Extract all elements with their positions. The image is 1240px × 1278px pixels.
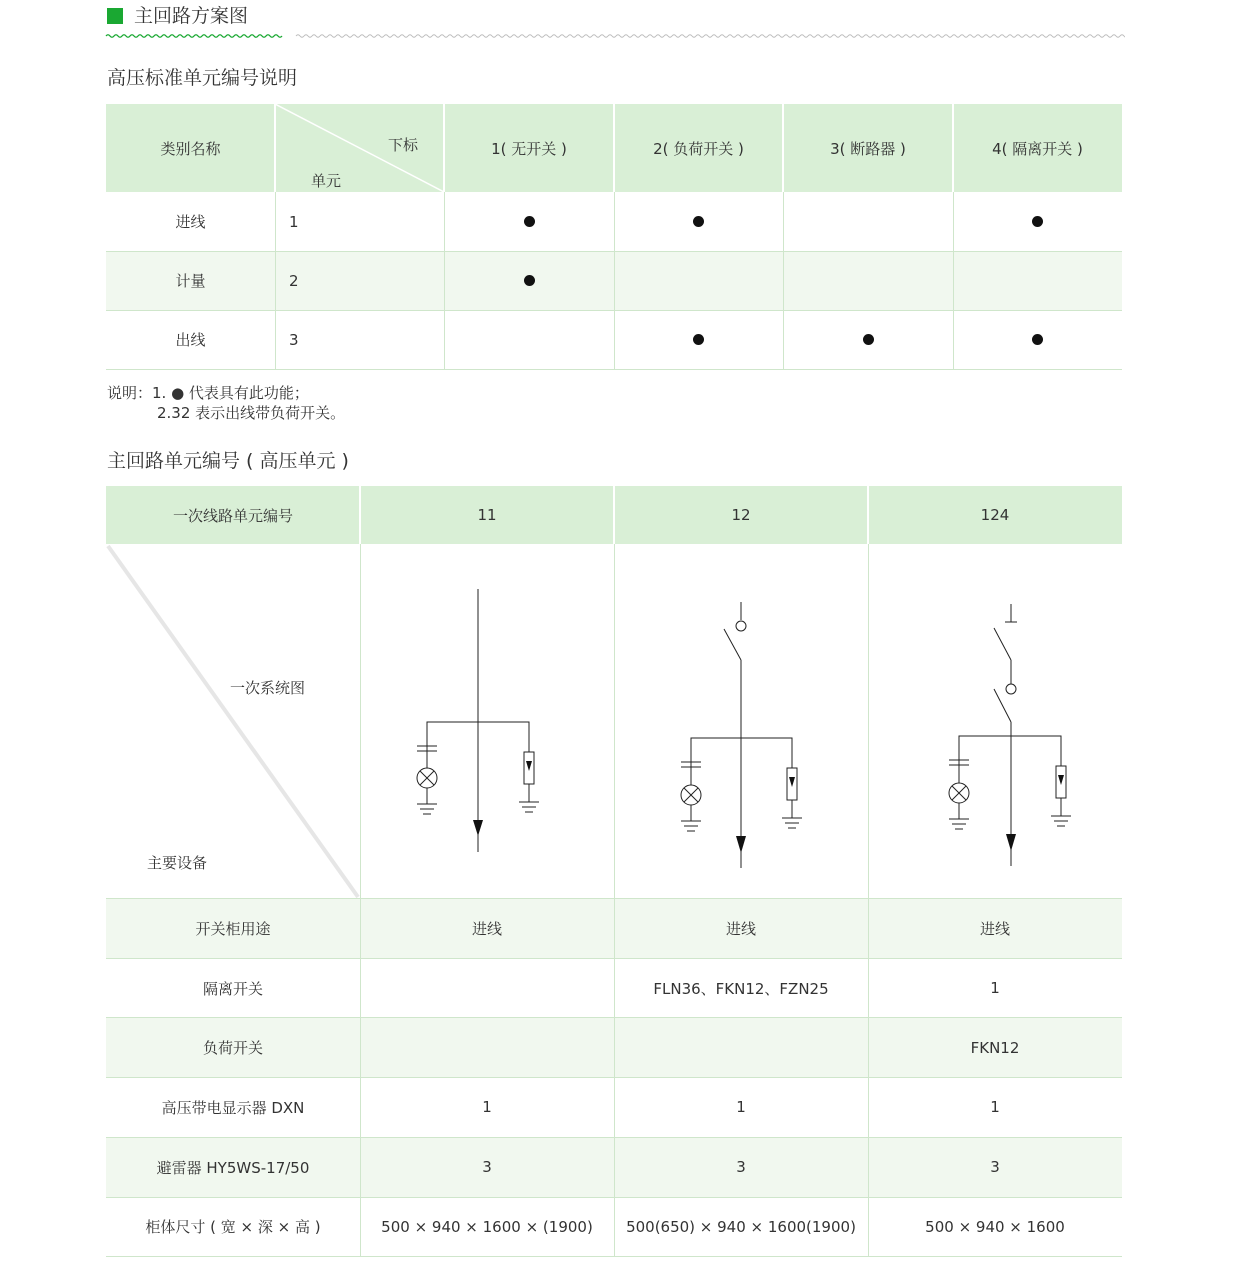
mark-cell xyxy=(444,310,614,369)
header-category: 类别名称 xyxy=(160,139,221,158)
single-line-diagram-12 xyxy=(614,544,868,899)
mark-cell xyxy=(444,251,614,310)
function-dot-icon xyxy=(1032,334,1043,345)
function-dot-icon xyxy=(524,275,535,286)
section-marker-icon xyxy=(107,8,123,24)
spec-row-value: 500 × 940 × 1600 × (1900) xyxy=(381,1217,593,1236)
row-unit-1: 1 xyxy=(289,212,299,231)
spec-row-value: 500(650) × 940 × 1600(1900) xyxy=(626,1217,856,1236)
function-dot-icon xyxy=(863,334,874,345)
mark-cell xyxy=(614,251,783,310)
spec-row-value: 进线 xyxy=(979,920,1010,938)
spec-row-value: 1 xyxy=(482,1098,492,1116)
header-col-4: 4( 隔离开关 ) xyxy=(992,139,1083,158)
table2-title: 主回路单元编号 ( 高压单元 ) xyxy=(107,450,349,472)
header-col-3: 3( 断路器 ) xyxy=(830,139,906,158)
spec-row-value: 3 xyxy=(482,1158,492,1176)
diagram-label-bottom: 主要设备 xyxy=(147,854,208,872)
single-line-diagram-11 xyxy=(360,544,614,899)
row-name-metering: 计量 xyxy=(175,272,206,290)
spec-row-value xyxy=(360,1018,614,1077)
row-name-outgoing: 出线 xyxy=(175,331,206,349)
mark-cell xyxy=(783,310,953,369)
mark-cell xyxy=(614,192,783,251)
wavy-divider xyxy=(105,31,1125,41)
spec-row-value: 1 xyxy=(736,1098,746,1116)
header-diag-top: 下标 xyxy=(388,136,419,154)
header-unit-11: 11 xyxy=(477,506,497,524)
single-line-diagram-124 xyxy=(868,544,1122,899)
spec-row-value: 3 xyxy=(736,1158,746,1176)
spec-row-value: 1 xyxy=(990,979,1000,997)
note-line-1: 说明：1. ● 代表具有此功能； xyxy=(107,384,309,402)
header-col-1: 1( 无开关 ) xyxy=(491,139,567,158)
spec-row-label: 开关柜用途 xyxy=(195,920,271,938)
mark-cell xyxy=(444,192,614,251)
row-name-incoming: 进线 xyxy=(175,213,206,231)
spec-row-label: 负荷开关 xyxy=(202,1039,263,1057)
header-unit-label: 一次线路单元编号 xyxy=(172,506,293,525)
spec-row-value: 3 xyxy=(990,1158,1000,1176)
header-unit-12: 12 xyxy=(731,506,751,524)
table1-title: 高压标准单元编号说明 xyxy=(107,67,298,89)
header-col-2: 2( 负荷开关 ) xyxy=(653,139,744,158)
function-dot-icon xyxy=(693,334,704,345)
spec-row-label: 高压带电显示器 DXN xyxy=(161,1098,305,1117)
header-unit-124: 124 xyxy=(980,506,1010,524)
spec-row-value xyxy=(360,958,614,1018)
function-dot-icon xyxy=(1032,216,1043,227)
spec-row-label: 隔离开关 xyxy=(202,979,263,998)
note-line-2: 2.32 表示出线带负荷开关。 xyxy=(157,404,346,422)
section-title: 主回路方案图 xyxy=(134,5,249,27)
function-dot-icon xyxy=(524,216,535,227)
header-diagonal-line xyxy=(275,104,444,192)
spec-row-value: FKN12 xyxy=(970,1038,1020,1057)
mark-cell xyxy=(614,310,783,369)
spec-row-value: FLN36、FKN12、FZN25 xyxy=(653,979,829,998)
mark-cell xyxy=(783,192,953,251)
spec-row-value: 进线 xyxy=(725,920,756,938)
row-unit-2: 2 xyxy=(289,271,299,290)
row-unit-3: 3 xyxy=(289,330,299,349)
header-diag-bottom: 单元 xyxy=(311,172,342,190)
table1-note xyxy=(107,383,345,423)
function-dot-icon xyxy=(693,216,704,227)
mark-cell xyxy=(783,251,953,310)
diagram-label-top: 一次系统图 xyxy=(230,679,306,697)
mark-cell xyxy=(953,192,1122,251)
diagram-row-diagonal xyxy=(106,544,360,899)
spec-row-label: 避雷器 HY5WS-17/50 xyxy=(156,1158,310,1177)
mark-cell xyxy=(953,251,1122,310)
mark-cell xyxy=(953,310,1122,369)
spec-row-value xyxy=(614,1018,868,1077)
spec-row-value: 进线 xyxy=(471,920,502,938)
spec-row-value: 500 × 940 × 1600 xyxy=(925,1217,1065,1236)
spec-row-label: 柜体尺寸 ( 宽 × 深 × 高 ) xyxy=(145,1218,321,1236)
spec-row-value: 1 xyxy=(990,1098,1000,1116)
